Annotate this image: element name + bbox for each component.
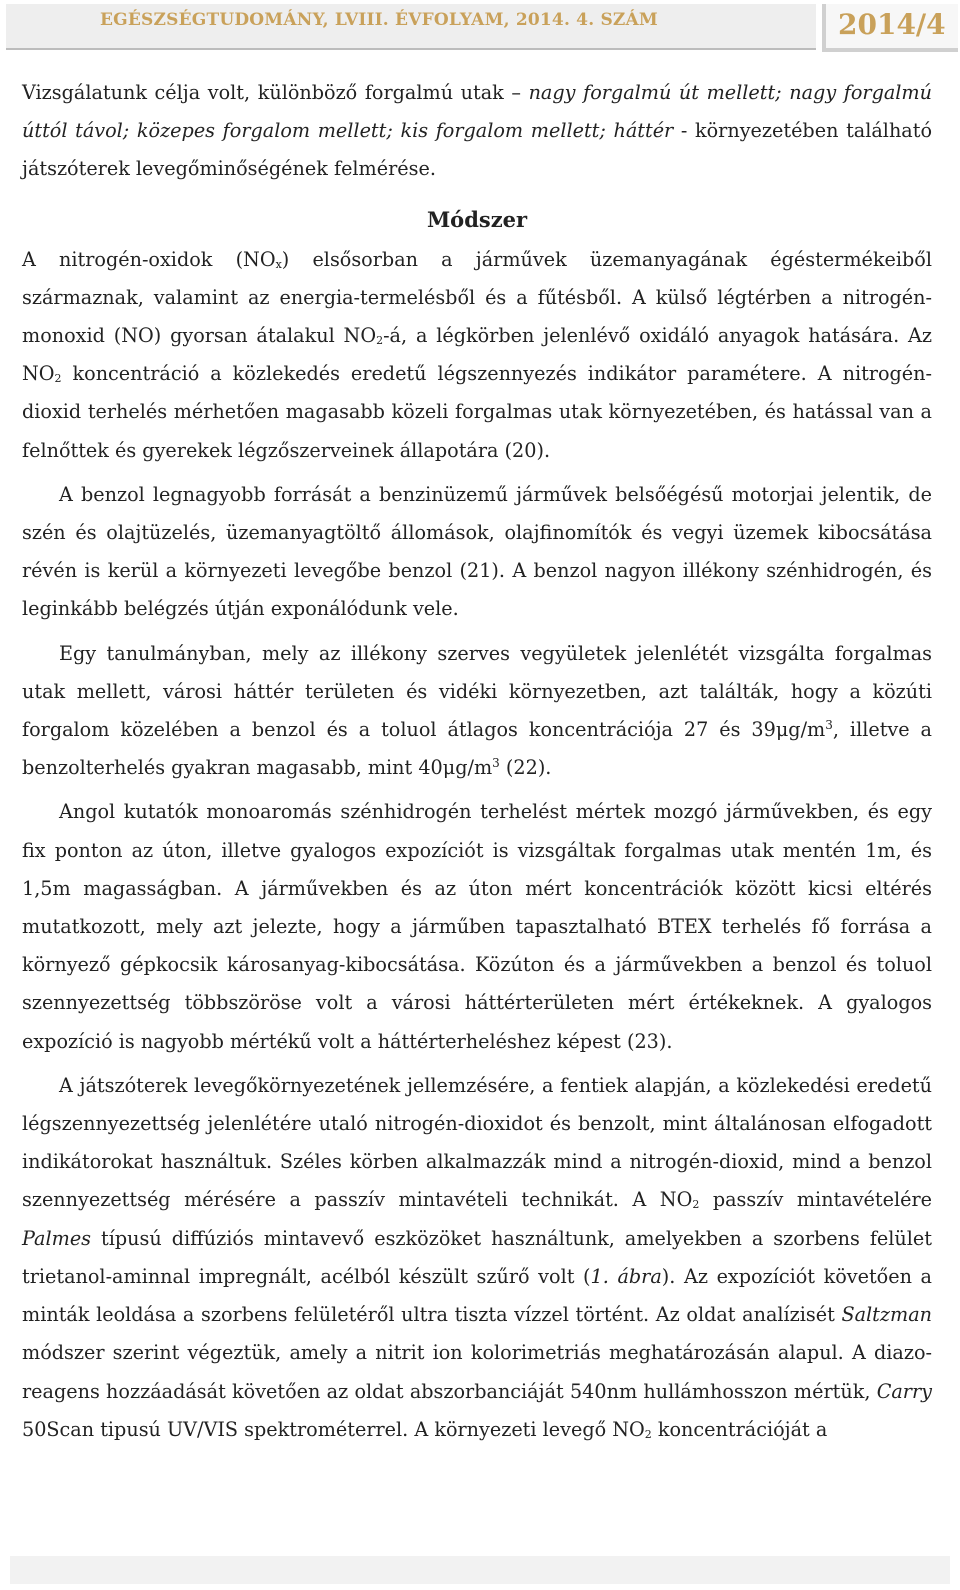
p3-text-a: Egy tanulmányban, mely az illékony szerves vegyületek jelenlétét vizsgálta forgalmas utak mellett, városi háttér területen és vidéki környezetben, azt találták, hogy a közúti forgalom közelében a benzol és a toluol átlagos koncentrációja 27 és 39μg/m xyxy=(22,641,932,742)
p5-text-b: passzív mintavételére xyxy=(699,1188,932,1212)
p5-text-e: módszer szerint végeztük, amely a nitrit ion kolorimetriás meghatározásán alapul. A diazo-reagens hozzáadását követően az oldat abszorbanciáját 540nm hullámhosszon mértük, xyxy=(22,1341,932,1403)
p5-carry: Carry xyxy=(876,1379,932,1403)
figure-reference: 1. ábra xyxy=(590,1264,662,1288)
intro-text-end: - környezetében található játszóterek levegőminőségének felmérése. xyxy=(22,119,932,181)
p3-text-b: , illetve a benzolterhelés gyakran magasabb, mint 40μg/m xyxy=(22,718,932,780)
p5-text-a: A játszóterek levegőkörnyezetének jellemzésére, a fentiek alapján, a közlekedési eredetű légszennyezettség jelenlétére utaló nitrogén-dioxidot és benzolt, mint általánosan elfogadott indikátorokat használtuk. Széles körben alkalmazzák mind a nitrogén-dioxid, mind a benzol szennyezettség mérésére a passzív mintavételi technikát. A NO xyxy=(22,1073,932,1212)
p1-sub-2a: 2 xyxy=(376,334,384,348)
p3-sup-a: 3 xyxy=(825,718,833,733)
paragraph-english-research: Angol kutatók monoaromás szénhidrogén terhelést mértek mozgó járművekben, és egy fix ponton az úton, illetve gyalogos expozíciót is vizsgáltak forgalmas utak mentén 1m, és 1,5m magasságban. A járművekben és az úton mért koncentrációk között kicsi eltérés mutatkozott, mely azt jelezte, hogy a járműben tapasztalható BTEX terhelés fő forrása a környező gépkocsik károsanyag-kibocsátása. Közúton és a járművekben a benzol és toluol szennyezettség többszöröse volt a városi háttérterületen mért értékeknek. A gyalogos expozíció is nagyobb mértékű volt a háttérterheléshez képest (23). xyxy=(22,800,932,1053)
paragraph-benzene: A benzol legnagyobb forrását a benzinüzemű járművek belsőégésű motorjai jelentik, de szén és olajtüzelés, üzemanyagtöltő állomások, olajfinomítók és vegyi üzemek kibocsátása révén is kerül a környezeti levegőbe benzol (21). A benzol nagyon illékony szénhidrogén, és leginkább belégzés útján exponálódunk vele. xyxy=(22,482,932,621)
p1-text-a: A nitrogén-oxidok (NO xyxy=(22,247,276,271)
p5-sub-f: 2 xyxy=(644,1427,652,1441)
p1-text-b: ) elsősorban a járművek üzemanyagának égéstermékeiből származnak, valamint az energia-termelésből és a fűtésből. A külső légtérben a nitrogén-monoxid (NO) gyorsan átalakul NO xyxy=(22,247,932,348)
paragraph-study xyxy=(22,635,932,788)
p1-sub-x: x xyxy=(275,257,282,271)
p5-text-g: koncentrációját a xyxy=(651,1417,828,1441)
p1-text-c: -á, a légkörben jelenlévő oxidáló anyagok hatására. Az NO xyxy=(22,324,932,386)
journal-title: EGÉSZSÉGTUDOMÁNY, LVIII. ÉVFOLYAM, 2014. 4. SZÁM xyxy=(100,10,658,30)
p1-text-d: koncentráció a közlekedés eredetű légszennyezés indikátor paramétere. A nitrogén-dioxid terhelés mérhetően magasabb közeli forgalmas utak környezetében, és hatással van a felnőttek és gyerekek légzőszerveinek állapotára (20). xyxy=(22,362,932,462)
p5-sub-a: 2 xyxy=(692,1198,700,1212)
footer-bar xyxy=(10,1556,950,1584)
article-body xyxy=(22,74,932,1449)
paragraph-nox xyxy=(22,241,932,470)
section-title: Módszer xyxy=(426,206,528,232)
p5-text-c: típusú diffúziós mintavevő eszközöket használtunk, amelyekben a szorbens felület trietanol-aminnal impregnált, acélból készült szűrő volt ( xyxy=(22,1226,932,1288)
intro-text: Vizsgálatunk célja volt, különböző forgalmú utak – xyxy=(22,81,529,104)
page-header xyxy=(0,0,960,54)
p3-sup-b: 3 xyxy=(492,756,500,771)
p5-palmes: Palmes xyxy=(22,1226,92,1250)
p5-text-d: ). Az expozíciót követően a minták leoldása a szorbens felületéről ultra tiszta vízzel történt. Az oldat analízisét xyxy=(22,1264,932,1327)
p5-text-f: 50Scan tipusú UV/VIS spektrométerrel. A környezeti levegő NO xyxy=(22,1417,645,1441)
intro-paragraph xyxy=(22,74,932,189)
p1-sub-2b: 2 xyxy=(54,372,62,386)
p5-saltzman: Saltzman xyxy=(841,1303,932,1327)
paragraph-playground xyxy=(22,1067,932,1449)
intro-italic: nagy forgalmú út mellett; nagy forgalmú úttól távol; közepes forgalom mellett; kis forgalom mellett; háttér xyxy=(22,81,932,143)
issue-number: 2014/4 xyxy=(838,8,946,41)
p3-text-c: (22). xyxy=(499,756,552,780)
